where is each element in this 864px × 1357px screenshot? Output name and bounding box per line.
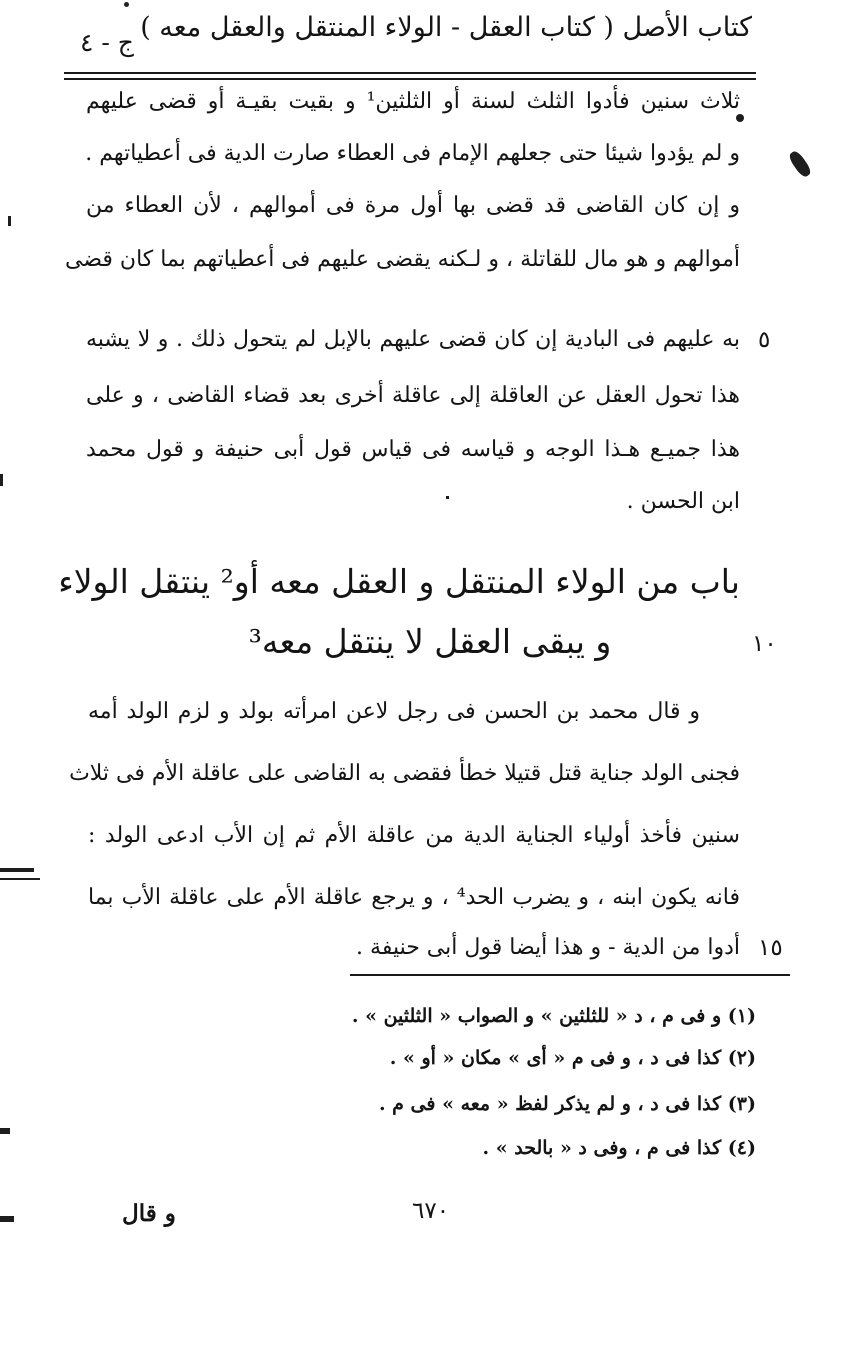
footnote-rule xyxy=(350,974,790,976)
line-number-5: ٥ xyxy=(758,327,771,353)
text-line: ثلاث سنين فأدوا الثلث لسنة أو الثلثين¹ و بقيت بقيـة أو قضى عليهم xyxy=(86,89,740,114)
text-line: هذا تحول العقل عن العاقلة إلى عاقلة أخرى بعد قضاء القاضى ، و على xyxy=(86,383,740,408)
line-number-10: ١٠ xyxy=(752,631,777,657)
text-line: و قال محمد بن الحسن فى رجل لاعن امرأته بولد و لزم الولد أمه xyxy=(88,699,700,724)
text-line: و لم يؤدوا شيئا حتى جعلهم الإمام فى العطاء صارت الدية فى أعطياتهم . xyxy=(85,141,740,166)
ink-smudge xyxy=(787,149,813,179)
page-number: ٦٧٠ xyxy=(412,1198,450,1224)
margin-mark xyxy=(0,474,3,486)
footnote-2: (٢) كذا فى د ، و فى م « أى » مكان « أو » . xyxy=(389,1047,756,1069)
volume-label: ج - ٤ xyxy=(80,28,134,57)
text-line: فانه يكون ابنه ، و يضرب الحد⁴ ، و يرجع عاقلة الأم على عاقلة الأب بما xyxy=(88,885,741,910)
footnote-1: (١) و فى م ، د « للثلثين » و الصواب « الثلثين » . xyxy=(351,1005,756,1027)
margin-mark xyxy=(0,1216,14,1222)
text-line: أموالهم و هو مال للقاتلة ، و لـكنه يقضى عليهم فى أعطياتهم بما كان قضى xyxy=(65,247,740,272)
text-line: و إن كان القاضى قد قضى بها أول مرة فى أموالهم ، لأن العطاء من xyxy=(86,193,740,218)
line-number-15: ١٥ xyxy=(758,935,783,961)
header-rule-top xyxy=(64,72,756,74)
footnote-3: (٣) كذا فى د ، و لم يذكر لفظ « معه » فى م . xyxy=(378,1093,756,1115)
running-header xyxy=(72,4,752,66)
text-line: ابن الحسن . xyxy=(626,489,740,514)
margin-mark xyxy=(0,1128,10,1134)
ink-dot xyxy=(446,496,449,499)
header-dot-mark xyxy=(124,2,129,7)
text-line: أدوا من الدية - و هذا أيضا قول أبى حنيفة . xyxy=(356,935,740,960)
ink-spot xyxy=(736,114,744,122)
text-line: به عليهم فى البادية إن كان قضى عليهم بالإبل لم يتحول ذلك . و لا يشبه xyxy=(86,327,740,352)
chapter-heading-line-2: و يبقى العقل لا ينتقل معه³ xyxy=(248,622,612,661)
margin-mark xyxy=(0,868,34,872)
text-line: فجنى الولد جناية قتل قتيلا خطأ فقضى به القاضى على عاقلة الأم فى ثلاث xyxy=(69,761,740,786)
text-line: هذا جميـع هـذا الوجه و قياسه فى قياس قول أبى حنيفة و قول محمد xyxy=(86,437,740,462)
header-title: كتاب الأصل ( كتاب العقل - الولاء المنتقل والعقل معه ) xyxy=(140,12,752,43)
footnote-4: (٤) كذا فى م ، وفى د « بالحد » . xyxy=(482,1137,756,1159)
margin-mark xyxy=(0,878,40,880)
catchword: و قال xyxy=(122,1200,176,1227)
chapter-heading-line-1: باب من الولاء المنتقل و العقل معه أو² ينتقل الولاء xyxy=(58,562,740,601)
margin-mark xyxy=(8,216,11,226)
text-line: سنين فأخذ أولياء الجناية الدية من عاقلة الأم ثم إن الأب ادعى الولد : xyxy=(88,823,740,848)
